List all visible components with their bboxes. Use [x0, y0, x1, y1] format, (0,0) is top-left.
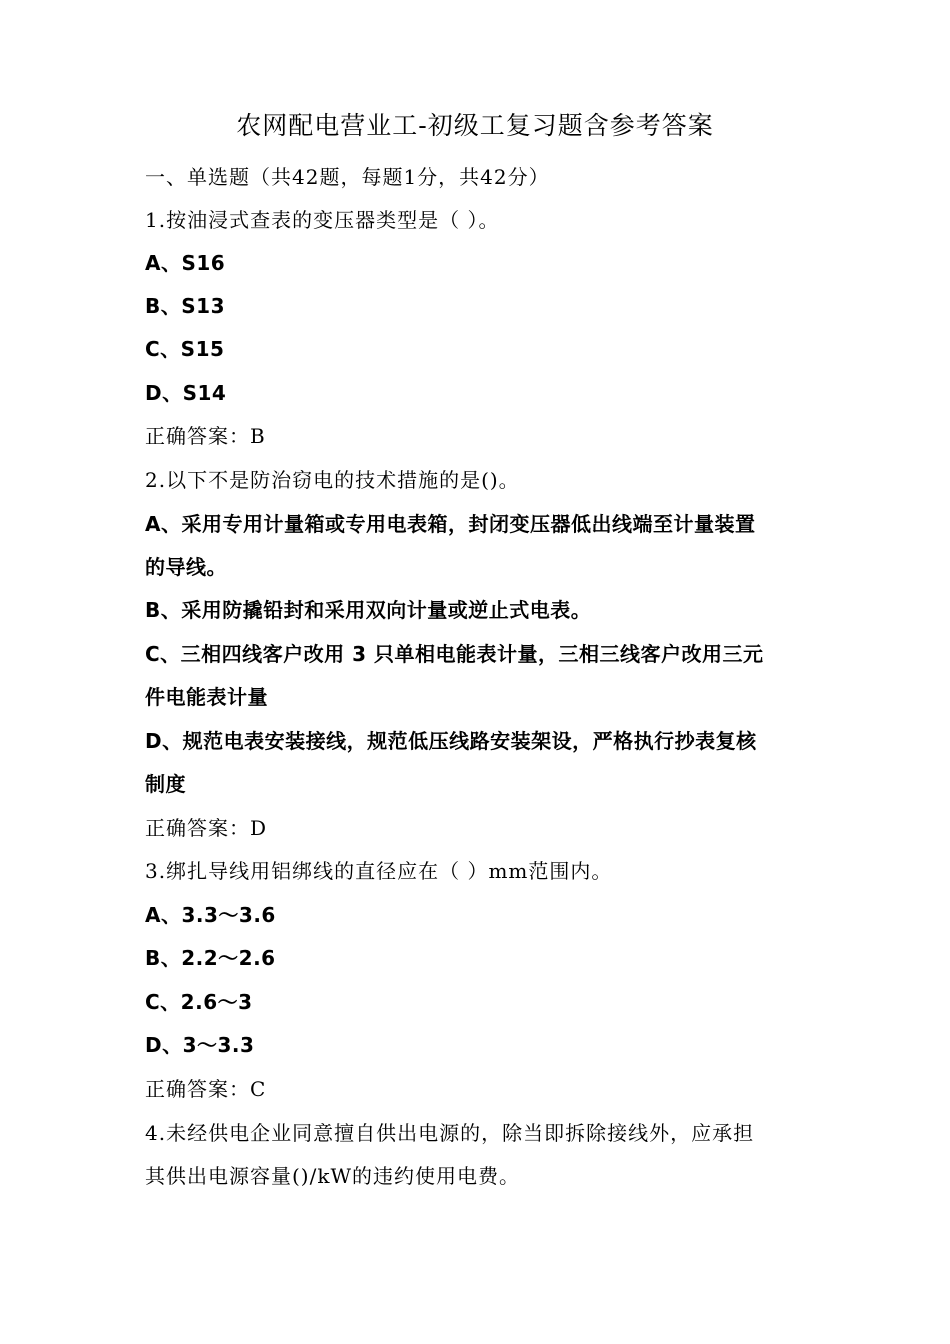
question-2-option-b: B、采用防撬铅封和采用双向计量或逆止式电表。: [145, 598, 592, 622]
question-1-option-b: B、S13: [145, 294, 225, 318]
question-2-option-c: C、三相四线客户改用 3 只单相电能表计量，三相三线客户改用三元: [145, 642, 764, 666]
question-3-option-d: D、3～3.3: [145, 1033, 255, 1057]
question-1-answer: 正确答案：B: [145, 424, 266, 448]
document-title: 农网配电营业工-初级工复习题含参考答案: [236, 111, 714, 140]
question-4-stem-line-1: 4.未经供电企业同意擅自供出电源的，除当即拆除接线外，应承担: [145, 1121, 755, 1145]
question-2-option-a: A、采用专用计量箱或专用电表箱，封闭变压器低出线端至计量装置: [145, 512, 756, 536]
question-1-stem: 1.按油浸式查表的变压器类型是（ ）。: [145, 208, 500, 232]
question-2-option-d-cont: 制度: [145, 772, 186, 796]
question-3-stem: 3.绑扎导线用铝绑线的直径应在（ ）mm范围内。: [145, 859, 613, 883]
question-2-option-a-cont: 的导线。: [145, 555, 227, 579]
question-2-answer: 正确答案：D: [145, 816, 268, 840]
question-4-stem-line-2: 其供出电源容量()/kW的违约使用电费。: [145, 1164, 521, 1188]
question-2-stem: 2.以下不是防治窃电的技术措施的是()。: [145, 468, 520, 492]
question-2-option-d: D、规范电表安装接线，规范低压线路安装架设，严格执行抄表复核: [145, 729, 757, 753]
question-3-option-b: B、2.2～2.6: [145, 946, 276, 970]
question-3-option-a: A、3.3～3.6: [145, 903, 276, 927]
section-heading: 一、单选题（共42题，每题1分，共42分）: [145, 165, 550, 189]
question-3-option-c: C、2.6～3: [145, 990, 253, 1014]
question-1-option-d: D、S14: [145, 381, 227, 405]
question-2-option-c-cont: 件电能表计量: [145, 685, 268, 709]
question-3-answer: 正确答案：C: [145, 1077, 267, 1101]
question-1-option-a: A、S16: [145, 251, 226, 275]
question-1-option-c: C、S15: [145, 337, 225, 361]
